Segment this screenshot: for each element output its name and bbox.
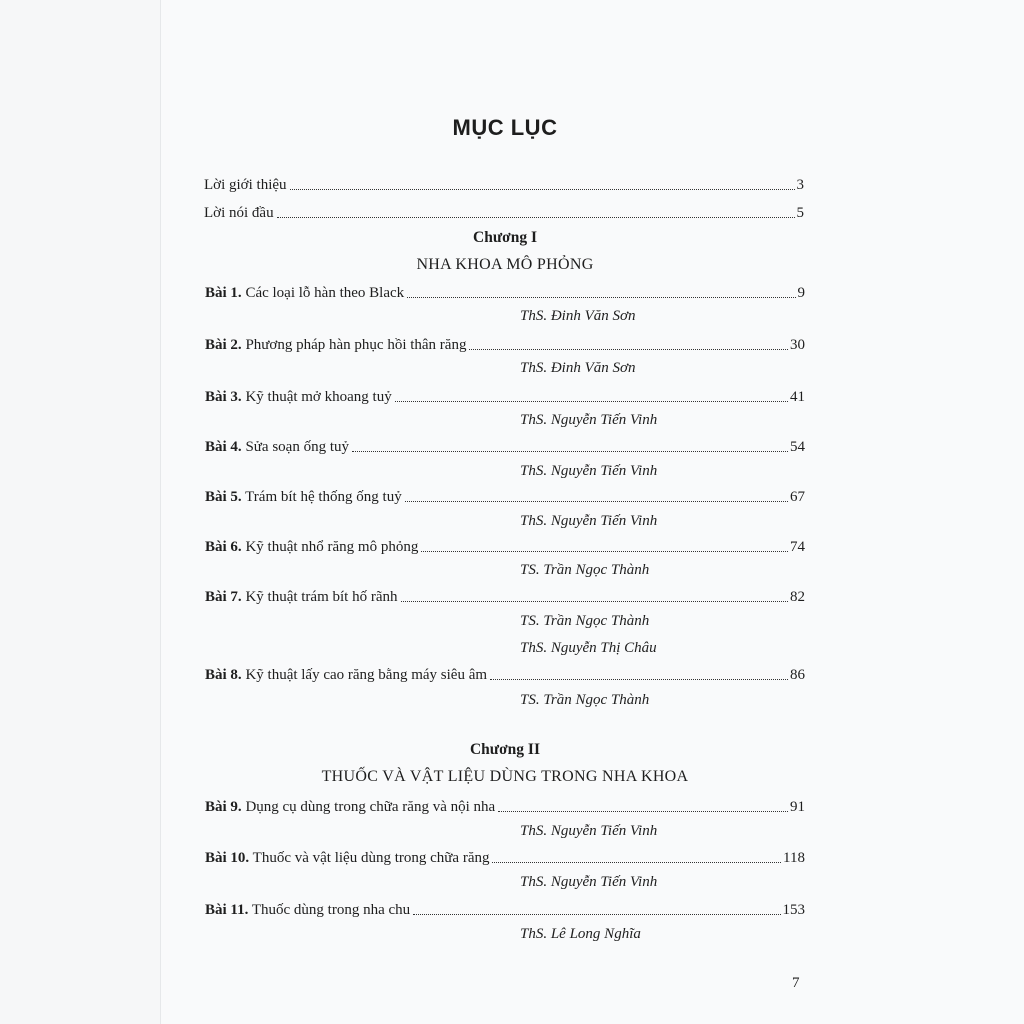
lesson-author: ThS. Đinh Văn Sơn	[520, 360, 636, 376]
chapter-heading: Chương I	[473, 229, 537, 246]
lesson-author: ThS. Đinh Văn Sơn	[520, 308, 636, 324]
toc-entry	[204, 176, 804, 194]
lesson-row	[205, 336, 805, 354]
lesson-row	[205, 284, 805, 302]
lesson-row	[205, 666, 805, 684]
lesson-row	[205, 849, 805, 867]
page-number: 7	[792, 975, 800, 991]
lesson-title: Thuốc và vật liệu dùng trong chữa răng	[252, 850, 490, 866]
lesson-author: TS. Trần Ngọc Thành	[520, 562, 650, 578]
lesson-number: Bài 8.	[205, 667, 242, 683]
lesson-page: 74	[790, 539, 805, 555]
lesson-author: TS. Trần Ngọc Thành	[520, 613, 650, 629]
lesson-page: 54	[790, 439, 805, 455]
lesson-row	[205, 538, 805, 556]
dot-leader	[490, 678, 788, 680]
lesson-row	[205, 798, 805, 816]
lesson-number: Bài 5.	[205, 489, 242, 505]
entry-page: 3	[796, 177, 804, 193]
lesson-author: ThS. Nguyễn Tiến Vinh	[520, 513, 658, 529]
dot-leader	[413, 913, 780, 915]
dot-leader	[290, 188, 795, 190]
lesson-title: Kỹ thuật nhổ răng mô phỏng	[245, 539, 419, 555]
lesson-title: Trám bít hệ thống ống tuỷ	[245, 489, 402, 505]
lesson-author: ThS. Nguyễn Tiến Vinh	[520, 463, 658, 479]
dot-leader	[395, 400, 788, 402]
dot-leader	[352, 450, 788, 452]
lesson-row	[205, 438, 805, 456]
lesson-page: 118	[783, 850, 805, 866]
lesson-page: 30	[790, 337, 805, 353]
lesson-title: Kỹ thuật trám bít hố rãnh	[245, 589, 398, 605]
toc-title: MỤC LỤC	[452, 115, 558, 140]
lesson-number: Bài 4.	[205, 439, 242, 455]
lesson-row	[205, 488, 805, 506]
dot-leader	[492, 861, 781, 863]
lesson-number: Bài 9.	[205, 799, 242, 815]
dot-leader	[421, 550, 788, 552]
lesson-page: 86	[790, 667, 805, 683]
lesson-title: Kỹ thuật mở khoang tuỷ	[245, 389, 392, 405]
lesson-page: 91	[790, 799, 805, 815]
dot-leader	[405, 500, 788, 502]
chapter-name: NHA KHOA MÔ PHỎNG	[416, 256, 594, 273]
lesson-number: Bài 10.	[205, 850, 250, 866]
lesson-page: 67	[790, 489, 805, 505]
dot-leader	[277, 216, 795, 218]
lesson-row	[205, 388, 805, 406]
lesson-author: ThS. Nguyễn Tiến Vinh	[520, 823, 658, 839]
dot-leader	[469, 348, 788, 350]
lesson-page: 41	[790, 389, 805, 405]
lesson-title: Kỹ thuật lấy cao răng bằng máy siêu âm	[245, 667, 488, 683]
entry-label: Lời nói đầu	[204, 205, 274, 221]
lesson-page: 153	[782, 902, 805, 918]
lesson-number: Bài 11.	[205, 902, 249, 918]
lesson-row	[205, 901, 805, 919]
lesson-author: ThS. Nguyễn Tiến Vinh	[520, 874, 658, 890]
lesson-title: Thuốc dùng trong nha chu	[251, 902, 411, 918]
lesson-number: Bài 7.	[205, 589, 242, 605]
entry-page: 5	[796, 205, 804, 221]
lesson-author: TS. Trần Ngọc Thành	[520, 692, 650, 708]
lesson-author: ThS. Nguyễn Thị Châu	[520, 640, 657, 656]
chapter-name: THUỐC VÀ VẬT LIỆU DÙNG TRONG NHA KHOA	[321, 768, 689, 785]
lesson-author: ThS. Nguyễn Tiến Vinh	[520, 412, 658, 428]
lesson-title: Phương pháp hàn phục hồi thân răng	[245, 337, 467, 353]
dot-leader	[407, 296, 795, 298]
lesson-title: Dụng cụ dùng trong chữa răng và nội nha	[245, 799, 496, 815]
lesson-title: Các loại lỗ hàn theo Black	[245, 285, 405, 301]
chapter-heading: Chương II	[469, 741, 540, 758]
lesson-author: ThS. Lê Long Nghĩa	[520, 926, 641, 942]
toc-entry	[204, 204, 804, 222]
lesson-title: Sửa soạn ống tuỷ	[245, 439, 349, 455]
lesson-number: Bài 6.	[205, 539, 242, 555]
lesson-number: Bài 3.	[205, 389, 242, 405]
entry-label: Lời giới thiệu	[204, 177, 287, 193]
lesson-number: Bài 2.	[205, 337, 242, 353]
lesson-row	[205, 588, 805, 606]
lesson-page: 82	[790, 589, 805, 605]
dot-leader	[401, 600, 789, 602]
dot-leader	[498, 810, 788, 812]
lesson-page: 9	[797, 285, 805, 301]
lesson-number: Bài 1.	[205, 285, 242, 301]
